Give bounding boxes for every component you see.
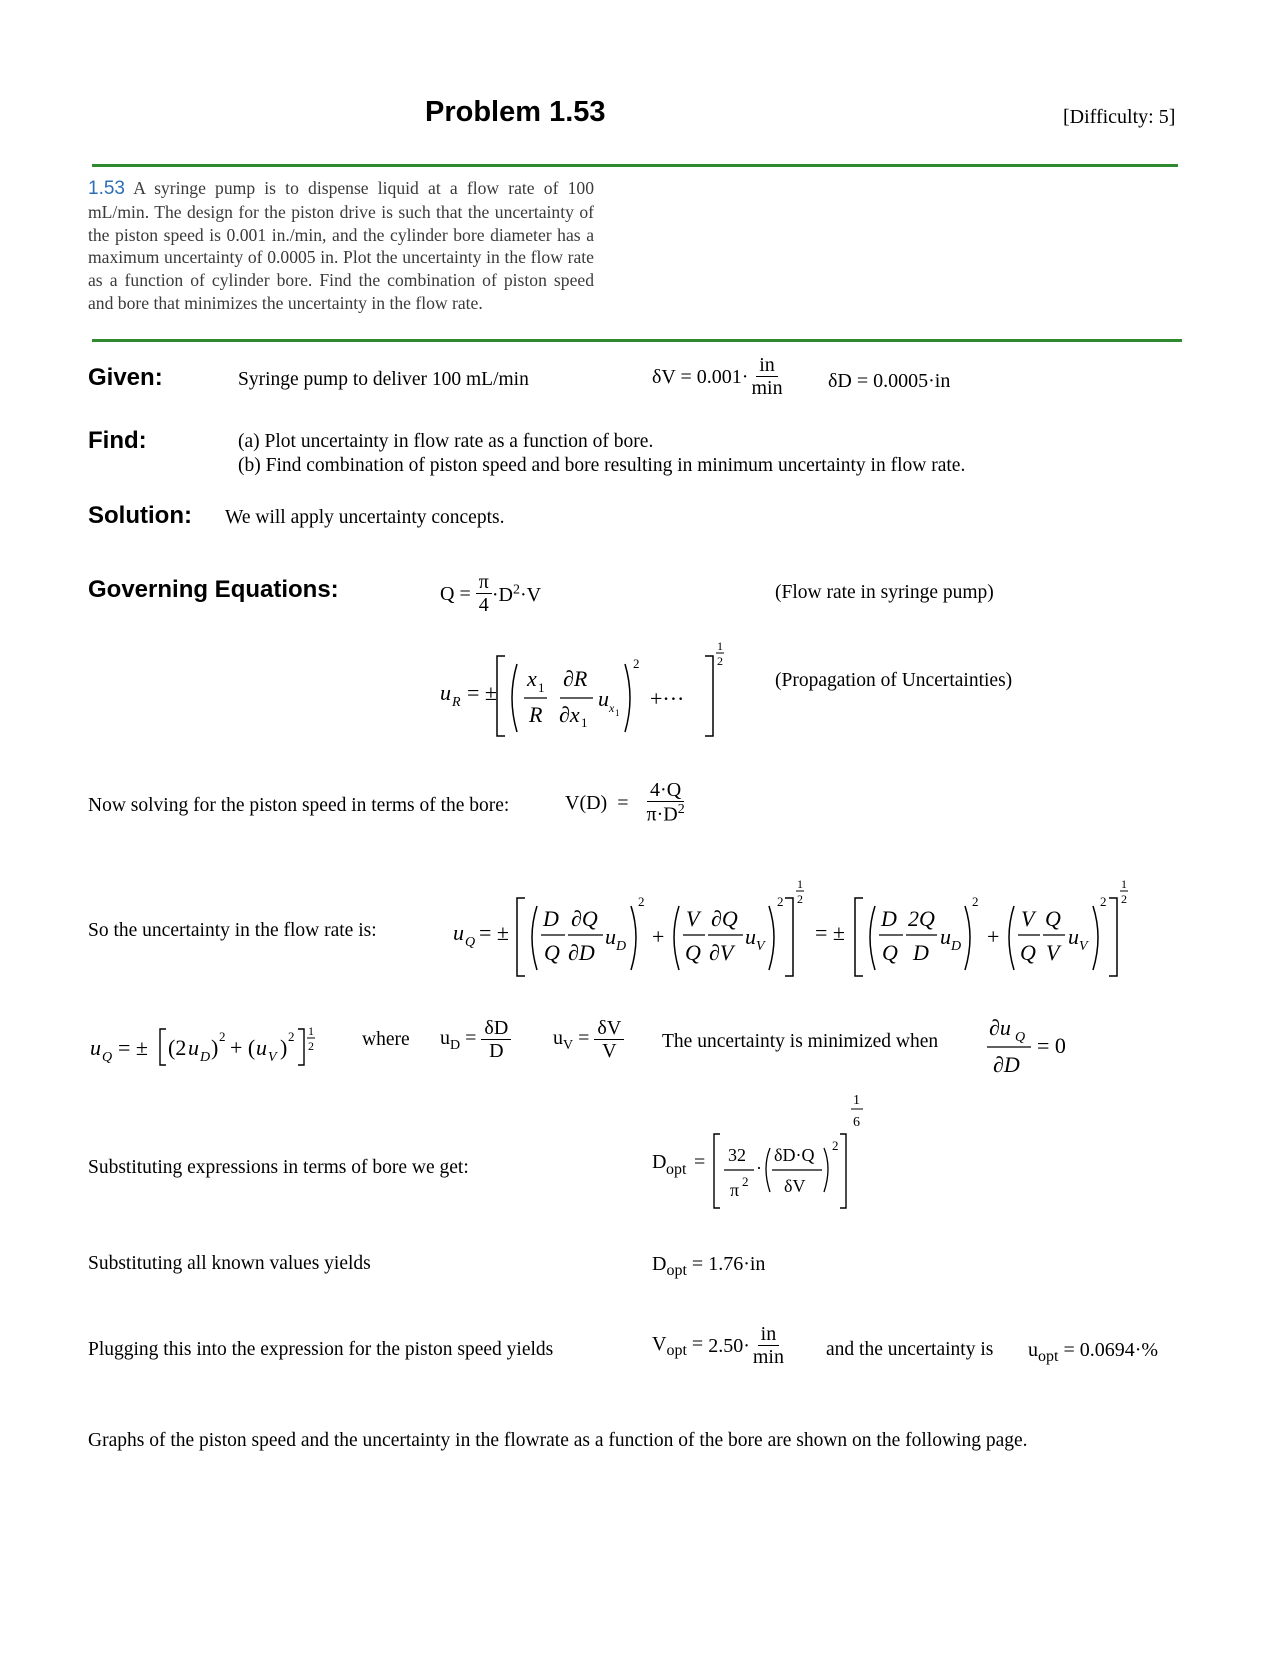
svg-text:2: 2	[777, 894, 784, 909]
solution-text: We will apply uncertainty concepts.	[225, 507, 505, 528]
delta-v-unit-denominator: min	[751, 377, 783, 399]
uncertainty-flow-text: So the uncertainty in the flow rate is:	[88, 920, 377, 941]
flow-uncertainty-equation	[445, 878, 1180, 983]
svg-text:u: u	[453, 920, 464, 945]
svg-text:2: 2	[797, 892, 803, 906]
problem-title: Problem 1.53	[425, 96, 606, 128]
find-label: Find:	[88, 427, 147, 454]
bottom-rule	[92, 339, 1182, 342]
svg-text:V: V	[686, 906, 700, 931]
svg-text:u: u	[605, 924, 616, 949]
svg-text:2: 2	[832, 1138, 839, 1153]
svg-text:Q: Q	[1020, 940, 1036, 965]
where-text: where	[362, 1029, 410, 1050]
flow-rate-note: (Flow rate in syringe pump)	[775, 582, 994, 603]
svg-text:u: u	[188, 1035, 199, 1060]
svg-text:2Q: 2Q	[908, 906, 935, 931]
svg-text:2: 2	[219, 1029, 226, 1044]
svg-text:∂D: ∂D	[993, 1052, 1020, 1077]
svg-text:V: V	[268, 1050, 277, 1065]
svg-text:=: =	[694, 1151, 706, 1173]
top-rule	[92, 164, 1178, 167]
svg-text:= ±: = ±	[479, 920, 509, 945]
graphs-note: Graphs of the piston speed and the uncertainty in the flowrate as a function of the bore are shown on the following page.	[88, 1430, 1028, 1451]
svg-text:1: 1	[717, 639, 723, 653]
svg-text:Q: Q	[544, 940, 560, 965]
svg-text:= ±: = ±	[815, 920, 845, 945]
find-item-a: (a) Plot uncertainty in flow rate as a function of bore.	[238, 431, 654, 452]
svg-text:Q: Q	[465, 935, 476, 950]
svg-text:1: 1	[308, 1024, 314, 1038]
svg-text:2: 2	[633, 656, 640, 671]
svg-text:1: 1	[615, 708, 620, 718]
v-opt-value: 2.50·	[708, 1335, 750, 1357]
solution-label: Solution:	[88, 502, 192, 529]
svg-text:2: 2	[972, 894, 979, 909]
d-opt-value: 1.76·in	[708, 1253, 766, 1275]
svg-text:+···: +···	[650, 686, 685, 711]
svg-text:+ (: + (	[230, 1035, 256, 1060]
u-d-definition: $u_D$ = $\frac{\delta D}{D}$	[440, 1018, 511, 1063]
svg-text:·: ·	[756, 1158, 762, 1178]
svg-text:Q: Q	[102, 1050, 113, 1065]
svg-text:V: V	[1046, 940, 1060, 965]
svg-text:u: u	[440, 680, 451, 705]
svg-text:u: u	[1068, 924, 1079, 949]
svg-text:= ±: = ±	[467, 680, 497, 705]
propagation-equation	[435, 636, 725, 741]
plugging-text: Plugging this into the expression for the piston speed yields	[88, 1339, 554, 1360]
svg-text:1: 1	[797, 878, 803, 891]
minimized-text: The uncertainty is minimized when	[662, 1031, 939, 1052]
svg-text:δD·Q: δD·Q	[774, 1145, 815, 1165]
svg-text:R: R	[452, 695, 461, 710]
d-opt-expression	[650, 1088, 880, 1218]
svg-text:= ±: = ±	[118, 1035, 148, 1060]
given-label: Given:	[88, 364, 163, 391]
svg-text:∂x: ∂x	[559, 702, 580, 727]
svg-text:2: 2	[638, 894, 645, 909]
svg-text:u: u	[90, 1035, 101, 1060]
svg-text:x: x	[527, 666, 537, 691]
svg-text:u: u	[745, 924, 756, 949]
svg-text:∂D: ∂D	[568, 940, 595, 965]
svg-text:1: 1	[853, 1093, 860, 1108]
svg-text:R: R	[529, 702, 543, 727]
svg-text:D: D	[881, 906, 897, 931]
svg-text:V: V	[1021, 906, 1035, 931]
svg-text:∂Q: ∂Q	[711, 906, 738, 931]
svg-text:Q: Q	[1045, 906, 1061, 931]
svg-text:2: 2	[717, 654, 723, 668]
delta-v-unit-numerator: in	[756, 355, 778, 377]
svg-text:∂V: ∂V	[709, 940, 734, 965]
v-opt-unit-denominator: min	[752, 1346, 784, 1368]
svg-text:u: u	[940, 924, 951, 949]
delta-d-equation: δD = 0.0005·in	[828, 370, 951, 392]
minimum-condition-equation	[985, 1010, 1085, 1080]
known-values-text: Substituting all known values yields	[88, 1253, 371, 1274]
u-opt-result: $u_{opt} = 0.0694\cdot\%$	[1028, 1339, 1159, 1365]
svg-text:2: 2	[742, 1174, 749, 1189]
svg-text:2: 2	[1100, 894, 1107, 909]
svg-text:+: +	[987, 924, 1000, 949]
d-opt-result: $D_{opt} = 1.76\cdot in$	[652, 1253, 766, 1279]
svg-text:Q: Q	[1015, 1030, 1026, 1045]
svg-text:D: D	[951, 939, 962, 954]
substituting-text: Substituting expressions in terms of bore we get:	[88, 1157, 469, 1178]
svg-text:Q: Q	[882, 940, 898, 965]
svg-text:V: V	[1079, 939, 1088, 954]
svg-text:1: 1	[538, 680, 545, 695]
svg-text:D: D	[913, 940, 929, 965]
svg-text:opt: opt	[666, 1161, 687, 1178]
piston-speed-text: Now solving for the piston speed in terms of the bore:	[88, 795, 510, 816]
svg-text:u: u	[598, 686, 609, 711]
svg-text:δV: δV	[784, 1176, 806, 1196]
svg-text:x: x	[609, 701, 615, 715]
svg-text:D: D	[616, 939, 627, 954]
v-opt-unit-numerator: in	[758, 1324, 780, 1346]
svg-text:2: 2	[1121, 892, 1127, 906]
svg-text:(2: (2	[168, 1035, 187, 1060]
u-opt-value: 0.0694·%	[1079, 1339, 1159, 1361]
and-uncertainty-text: and the uncertainty is	[826, 1339, 994, 1360]
given-text: Syringe pump to deliver 100 mL/min	[238, 369, 529, 390]
difficulty-label: [Difficulty: 5]	[1063, 106, 1176, 128]
svg-text:D: D	[200, 1050, 211, 1065]
svg-text:= 0: = 0	[1037, 1033, 1066, 1058]
svg-text:2: 2	[288, 1029, 295, 1044]
svg-text:): )	[280, 1035, 288, 1060]
svg-text:D: D	[652, 1151, 667, 1173]
delta-v-value: δV = 0.001·	[652, 366, 749, 388]
svg-text:∂u: ∂u	[989, 1015, 1011, 1040]
problem-statement	[88, 177, 594, 315]
svg-text:1: 1	[1121, 878, 1127, 891]
statement-number: 1.53	[88, 178, 125, 199]
u-v-definition: $u_V$ = $\frac{\delta V}{V}$	[553, 1018, 624, 1063]
svg-text:1: 1	[581, 715, 588, 730]
svg-text:+: +	[652, 924, 665, 949]
svg-text:): )	[211, 1035, 219, 1060]
statement-text: A syringe pump is to dispense liquid at a flow rate of 100 mL/min. The design for the piston drive is such that the uncertainty of the piston speed is 0.001 in./min, and the cylinder bore diameter has a maximum uncertainty of 0.0005 in. Plot the uncertainty in the flow rate as a function of cylinder bore. Find the combination of piston speed and bore that minimizes the uncertainty in the flow rate.	[88, 178, 594, 313]
svg-text:∂Q: ∂Q	[571, 906, 598, 931]
piston-speed-equation: V(D) = $\frac{4\cdot Q}{\pi\cdot D^2}$	[565, 779, 685, 826]
simplified-uncertainty-equation	[88, 1015, 338, 1075]
v-opt-result: $V_{opt} = 2.50\cdot$ $\frac{in}{\min}$	[652, 1324, 787, 1369]
governing-label: Governing Equations:	[88, 576, 339, 603]
svg-text:∂R: ∂R	[563, 666, 588, 691]
flow-rate-equation: Q = $\frac{\pi}{4}$ $\cdot D^2\cdot V$	[440, 571, 542, 616]
find-item-b: (b) Find combination of piston speed and bore resulting in minimum uncertainty in flow rate.	[238, 455, 966, 476]
svg-text:u: u	[256, 1035, 267, 1060]
propagation-note: (Propagation of Uncertainties)	[775, 670, 1013, 691]
svg-text:32: 32	[728, 1145, 746, 1165]
svg-text:π: π	[730, 1180, 740, 1200]
delta-v-equation	[652, 355, 786, 400]
svg-text:D: D	[543, 906, 559, 931]
svg-text:V: V	[756, 939, 765, 954]
svg-text:2: 2	[308, 1039, 314, 1053]
svg-text:Q: Q	[685, 940, 701, 965]
svg-text:6: 6	[853, 1115, 860, 1130]
